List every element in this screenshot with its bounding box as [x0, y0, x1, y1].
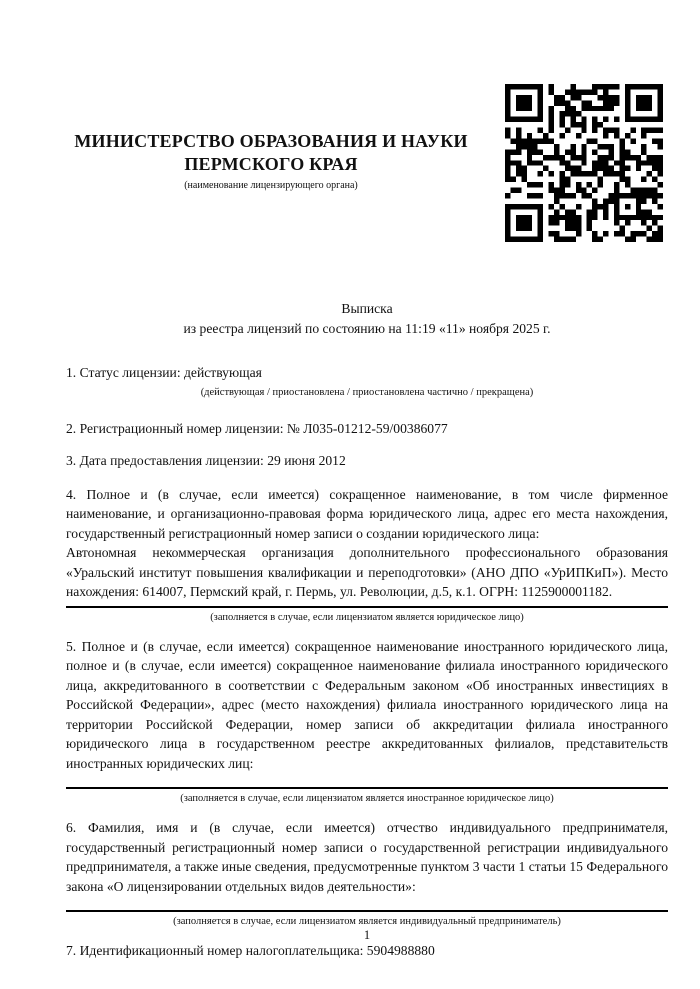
licensing-authority-header [41, 130, 501, 192]
foreign-entity-caption: (заполняется в случае, если лицензиатом является иностранное юридическое лицо) [180, 793, 554, 804]
license-status-caption: (действующая / приостановлена / приостановлена частично / прекращена) [200, 386, 534, 398]
registration-number-text: 2. Регистрационный номер лицензии: № Л035-01212-59/00386077 [66, 420, 448, 436]
foreign-entity-underline [66, 787, 668, 789]
ministry-name-line2: ПЕРМСКОГО КРАЯ [184, 154, 358, 174]
field-license-status [66, 363, 668, 399]
ministry-name-line1: МИНИСТЕРСТВО ОБРАЗОВАНИЯ И НАУКИ [74, 131, 468, 151]
document-title [66, 299, 668, 339]
license-status-text: 1. Статус лицензии: действующая [66, 365, 262, 380]
qr-code-icon [505, 84, 663, 242]
document-body [66, 363, 668, 974]
legal-entity-value: Автономная некоммерческая организация дополнительного профессионального образования «Уральский институт повышения квалификации и переподготовки» (АНО ДПО «УрИПКиП»). Место нахождения: 614007, Пермский край, г. Пермь, ул. Революции, д.5, к.1. ОГРН: 1125900001182. [66, 545, 668, 599]
field-taxpayer-number [66, 941, 668, 961]
field-registration-number [66, 419, 668, 439]
document-title-line2: из реестра лицензий по состоянию на 11:19 «11» ноября 2025 г. [183, 321, 551, 336]
legal-entity-label: 4. Полное и (в случае, если имеется) сокращенное наименование, в том числе фирменное наименование, и организационно-правовая форма юридического лица, адрес его места нахождения, государственный регистрационный номер записи о создании юридического лица: [66, 486, 668, 541]
page-number: 1 [363, 928, 371, 942]
individual-entrepreneur-underline [66, 910, 668, 912]
individual-entrepreneur-caption: (заполняется в случае, если лицензиатом является индивидуальный предприниматель) [173, 916, 561, 927]
field-individual-entrepreneur [66, 818, 668, 928]
document-title-line1: Выписка [341, 301, 393, 316]
grant-date-text: 3. Дата предоставления лицензии: 29 июня 2012 [66, 453, 346, 468]
individual-entrepreneur-label: 6. Фамилия, имя и (в случае, если имеется) отчество индивидуального предпринимателя, государственный регистрационный номер записи о государственной регистрации индивидуального предпринимателя, а также иные сведения, предусмотренные пунктом 3 части 1 статьи 15 Федерального закона «О лицензировании отдельных видов деятельности»: [66, 820, 668, 894]
field-foreign-entity [66, 637, 668, 806]
field-legal-entity [66, 485, 668, 624]
legal-entity-underline [66, 606, 668, 608]
foreign-entity-label: 5. Полное и (в случае, если имеется) сокращенное наименование иностранного юридического лица, полное и (в случае, если имеется) сокращенное наименование филиала иностранного юридического лица, аккредитованного в соответствии с Федеральным законом «Об иностранных инвестициях в Российской Федерации», адрес (место нахождения) филиала иностранного юридического лица на территории Российской Федерации, номер записи об аккредитации филиала иностранного юридического лица в государственном реестре аккредитованных филиалов, представительств иностранных юридических лиц: [66, 638, 668, 771]
taxpayer-number-text: 7. Идентификационный номер налогоплательщика: 5904988880 [66, 943, 435, 958]
legal-entity-caption: (заполняется в случае, если лицензиатом является юридическое лицо) [210, 611, 524, 623]
field-grant-date [66, 451, 668, 471]
ministry-name-caption: (наименование лицензирующего органа) [184, 180, 358, 191]
